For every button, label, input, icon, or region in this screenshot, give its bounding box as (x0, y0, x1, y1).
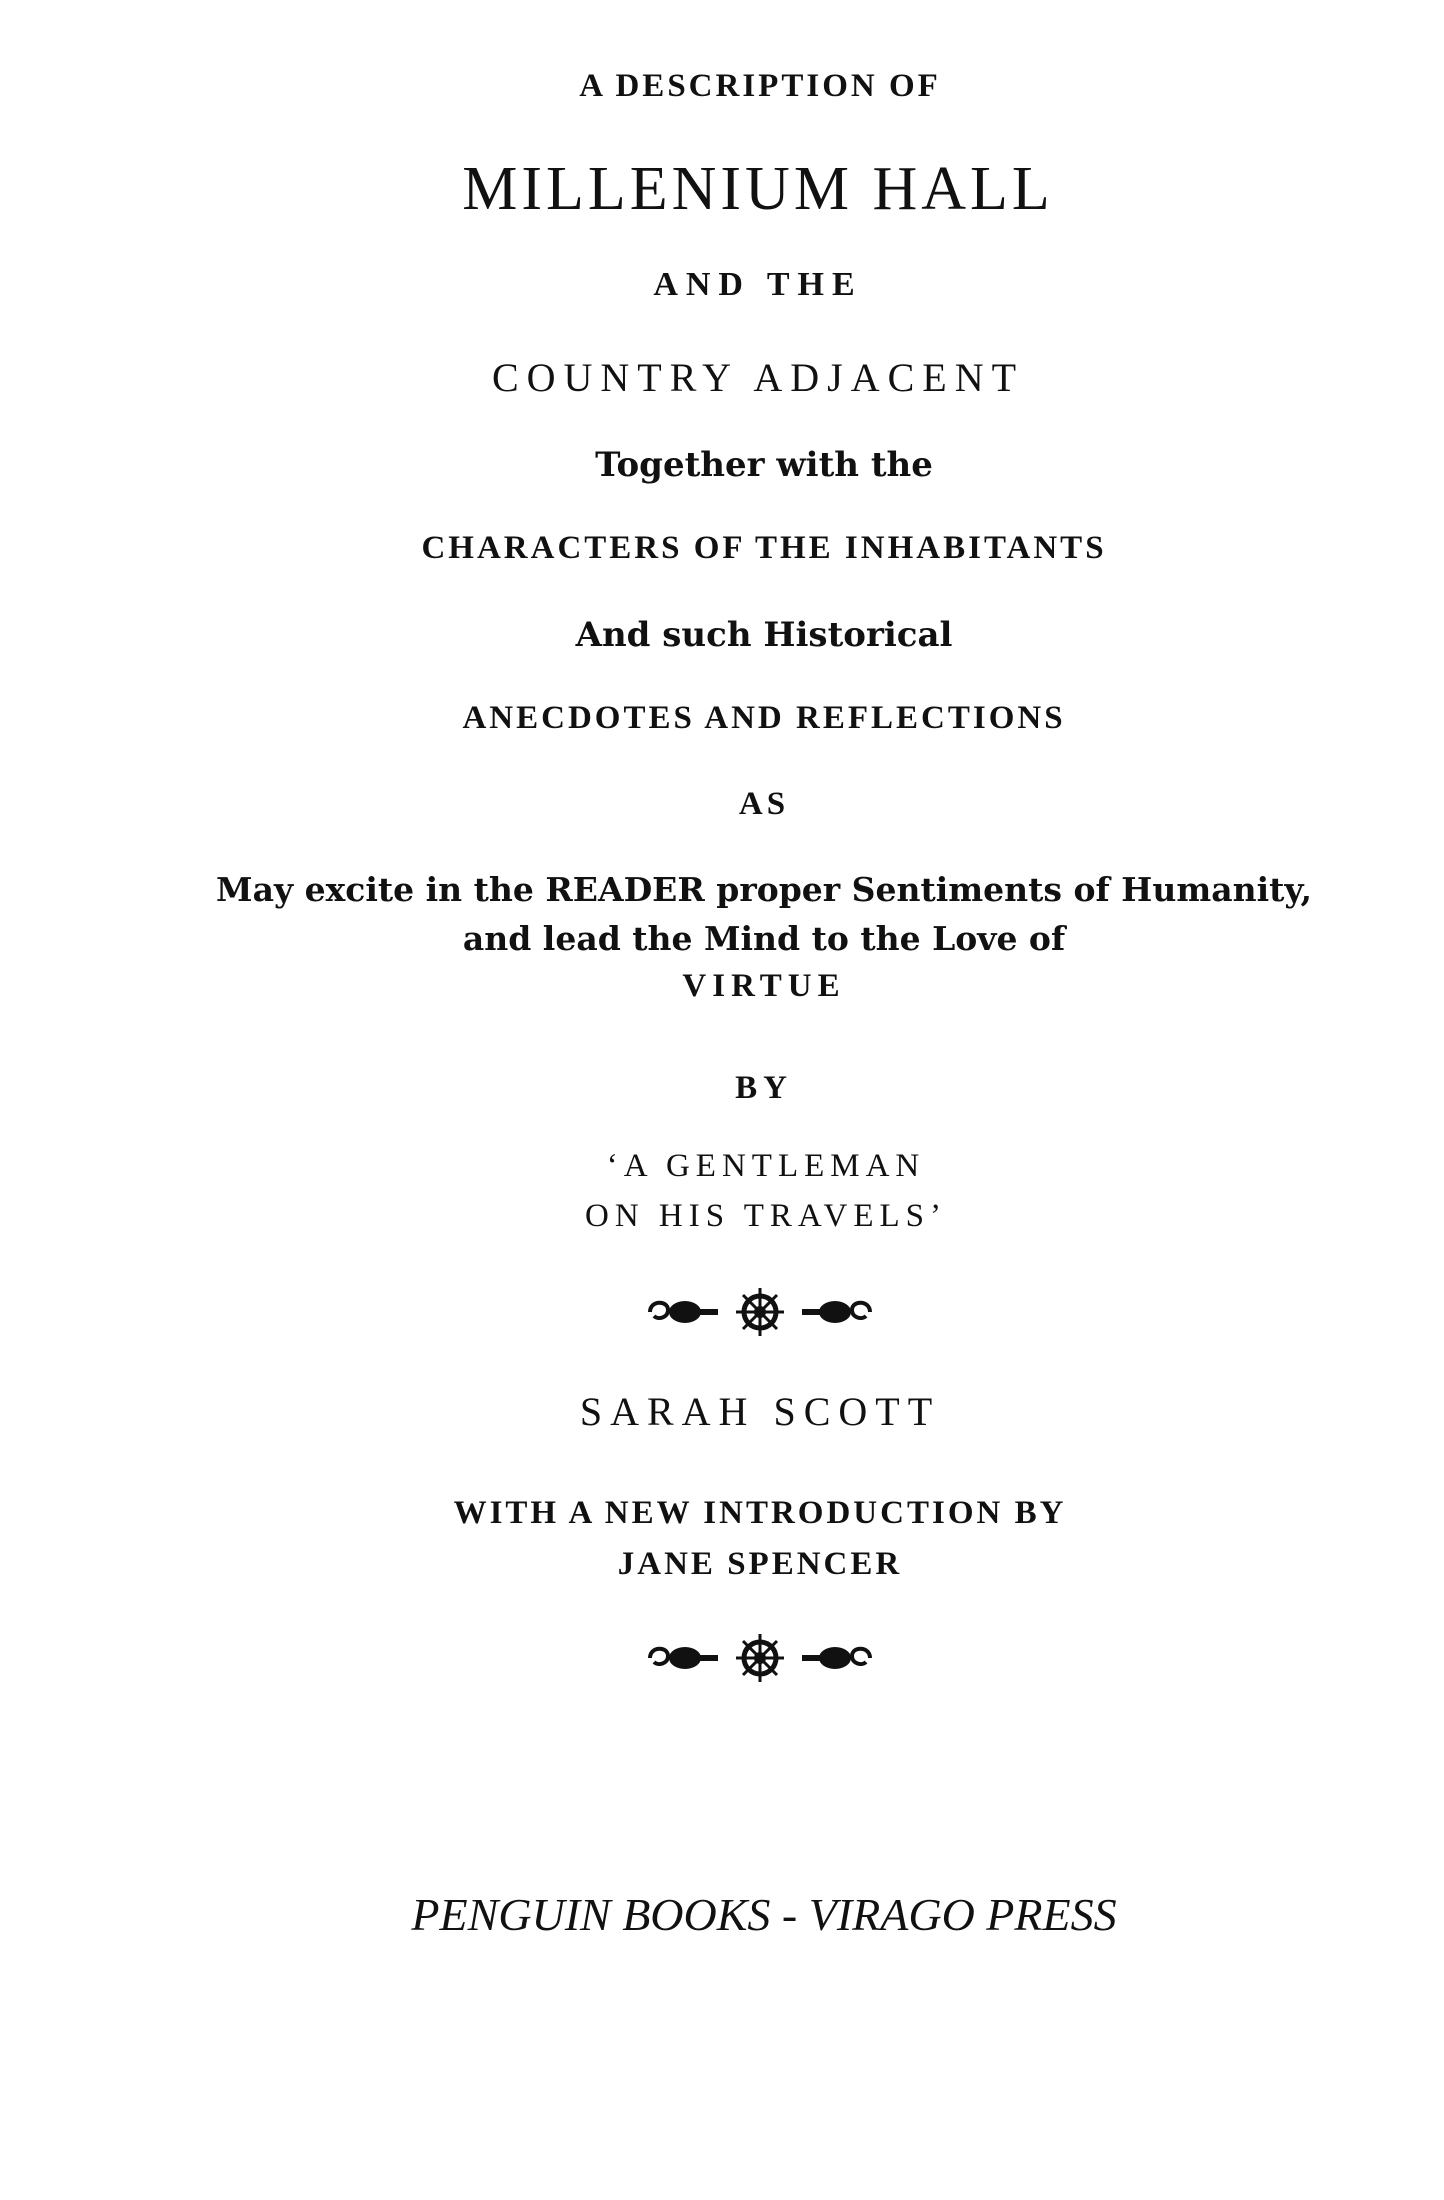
publisher-line: PENGUIN BOOKS - VIRAGO PRESS (411, 1889, 1117, 1940)
subtitle-line-excite: May excite in the READER proper Sentiments of Humanity, (216, 870, 1312, 909)
decorative-ornament-icon (640, 1628, 880, 1688)
book-title: MILLENIUM HALL (462, 155, 1054, 223)
subtitle-line-characters: CHARACTERS OF THE INHABITANTS (421, 530, 1107, 566)
introduction-line-2: JANE SPENCER (617, 1546, 903, 1582)
title-line-description: A DESCRIPTION OF (579, 68, 941, 104)
subtitle-line-as: AS (738, 786, 790, 822)
subtitle-line-historical: And such Historical (575, 615, 953, 655)
title-line-country: COUNTRY ADJACENT (491, 355, 1025, 400)
introduction-line-1: WITH A NEW INTRODUCTION BY (453, 1495, 1067, 1531)
by-line: BY (735, 1070, 793, 1106)
decorative-ornament-icon (640, 1282, 880, 1342)
subtitle-line-together: Together with the (595, 445, 933, 485)
subtitle-line-virtue: VIRTUE (682, 968, 846, 1004)
subtitle-line-lead: and lead the Mind to the Love of (462, 919, 1066, 958)
pseudonym-line-1: ‘A GENTLEMAN (606, 1148, 926, 1184)
title-line-and-the: AND THE (653, 266, 863, 303)
subtitle-line-anecdotes: ANECDOTES AND REFLECTIONS (462, 700, 1066, 736)
pseudonym-line-2: ON HIS TRAVELS’ (585, 1198, 947, 1234)
author-name: SARAH SCOTT (579, 1389, 941, 1434)
